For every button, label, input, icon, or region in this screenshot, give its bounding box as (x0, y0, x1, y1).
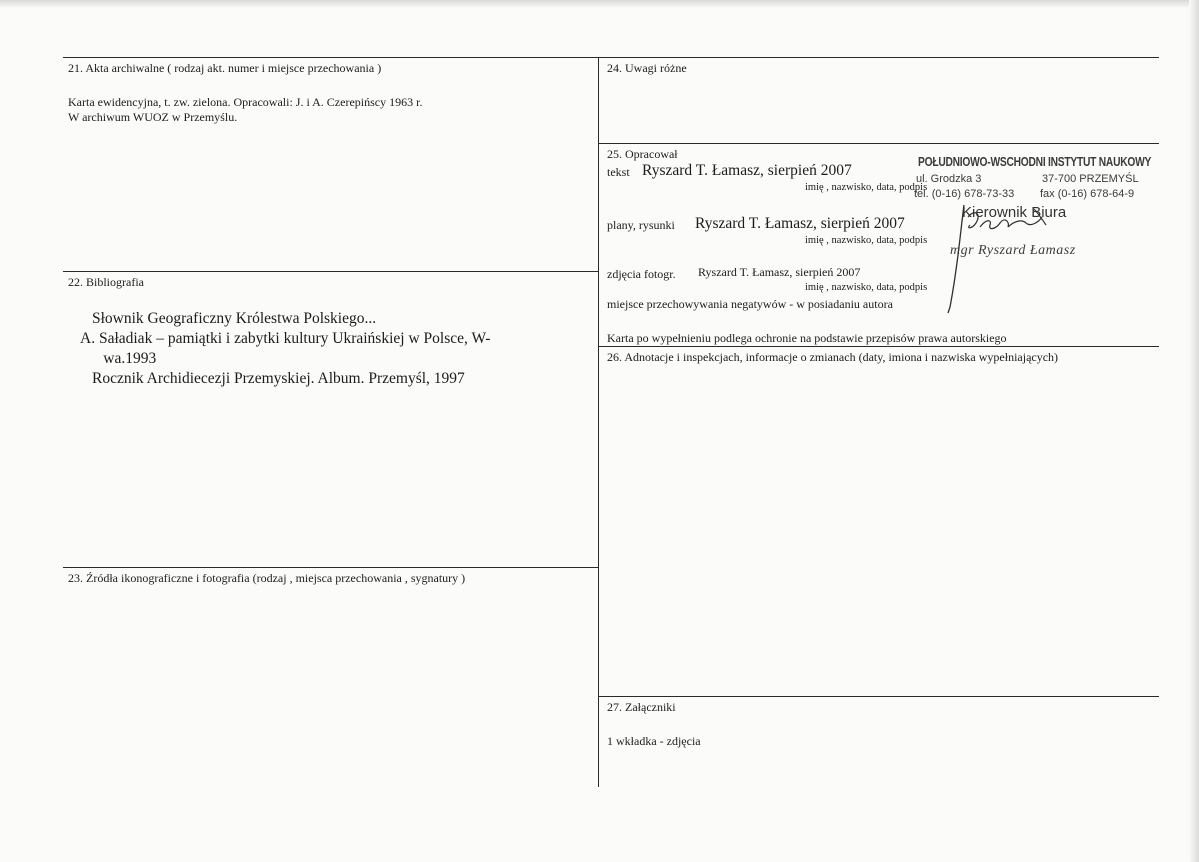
handwritten-signature (930, 195, 1070, 315)
bibliography-list (80, 309, 491, 390)
zdjecia-caption: imię , nazwisko, data, podpis (805, 282, 928, 293)
section-27-item: 1 wkładka - zdjęcia (607, 734, 701, 748)
section-26-header: 26. Adnotacje i inspekcjach, informacje o zmianach (daty, imiona i nazwiska wypełniających) (607, 350, 1059, 364)
section-21-line1: Karta ewidencyjna, t. zw. zielona. Opracowali: J. i A. Czerepińscy 1963 r. (68, 95, 423, 109)
plany-value: Ryszard T. Łamasz, sierpień 2007 (695, 215, 905, 232)
bibliography-item: A. Saładiak – pamiątki i zabytki kultury Ukraińskiej w Polsce, W- (80, 330, 491, 348)
stamp-role: Kierownik Biura (962, 204, 1067, 221)
negatives-location: miejsce przechowywania negatywów - w posiadaniu autora (607, 297, 893, 311)
stamp-street: ul. Grodzka 3 (916, 173, 982, 185)
rule-24-25 (599, 143, 1159, 144)
stamp-fax: fax (0-16) 678-64-9 (1040, 188, 1135, 200)
tekst-label: tekst (607, 165, 630, 179)
stamp-institute: POŁUDNIOWO-WSCHODNI INSTYTUT NAUKOWY (918, 155, 1152, 169)
stamp-city: 37-700 PRZEMYŚL (1042, 173, 1139, 185)
rule-25-26 (599, 346, 1159, 347)
bibliography-item: Rocznik Archidiecezji Przemyskiej. Album. Przemyśl, 1997 (92, 370, 465, 388)
bibliography-item: Słownik Geograficzny Królestwa Polskiego... (92, 310, 377, 327)
stamp-name: mgr Ryszard Łamasz (950, 243, 1076, 258)
stamp-tel: tel. (0-16) 678-73-33 (914, 188, 1015, 200)
top-rule (63, 57, 1159, 58)
section-25-header: 25. Opracował (607, 147, 678, 161)
rule-26-27 (599, 696, 1159, 697)
plany-caption: imię , nazwisko, data, podpis (805, 235, 928, 246)
tekst-value: Ryszard T. Łamasz, sierpień 2007 (642, 162, 852, 179)
section-23-header: 23. Źródła ikonograficzne i fotografia (rodzaj , miejsca przechowania , sygnatury ) (68, 571, 466, 585)
section-24-header: 24. Uwagi różne (607, 61, 687, 75)
zdjecia-value: Ryszard T. Łamasz, sierpień 2007 (698, 265, 861, 279)
rule-21-22 (63, 271, 598, 272)
tekst-caption: imię , nazwisko, data, podpis (805, 182, 928, 193)
section-27-header: 27. Załączniki (607, 700, 676, 714)
copyright-note: Karta po wypełnieniu podlega ochronie na podstawie przepisów prawa autorskiego (607, 331, 1007, 345)
center-divider (598, 57, 599, 787)
section-21-header: 21. Akta archiwalne ( rodzaj akt. numer i miejsce przechowania ) (68, 61, 382, 75)
plany-label: plany, rysunki (607, 218, 675, 232)
scan-edge-right (1189, 0, 1199, 862)
bibliography-item: wa.1993 (80, 350, 157, 368)
rule-22-23 (63, 567, 598, 568)
scan-edge-top (0, 0, 1199, 8)
section-22-header: 22. Bibliografia (68, 275, 144, 289)
section-21-line2: W archiwum WUOZ w Przemyślu. (68, 110, 238, 124)
zdjecia-label: zdjęcia fotogr. (607, 267, 676, 281)
